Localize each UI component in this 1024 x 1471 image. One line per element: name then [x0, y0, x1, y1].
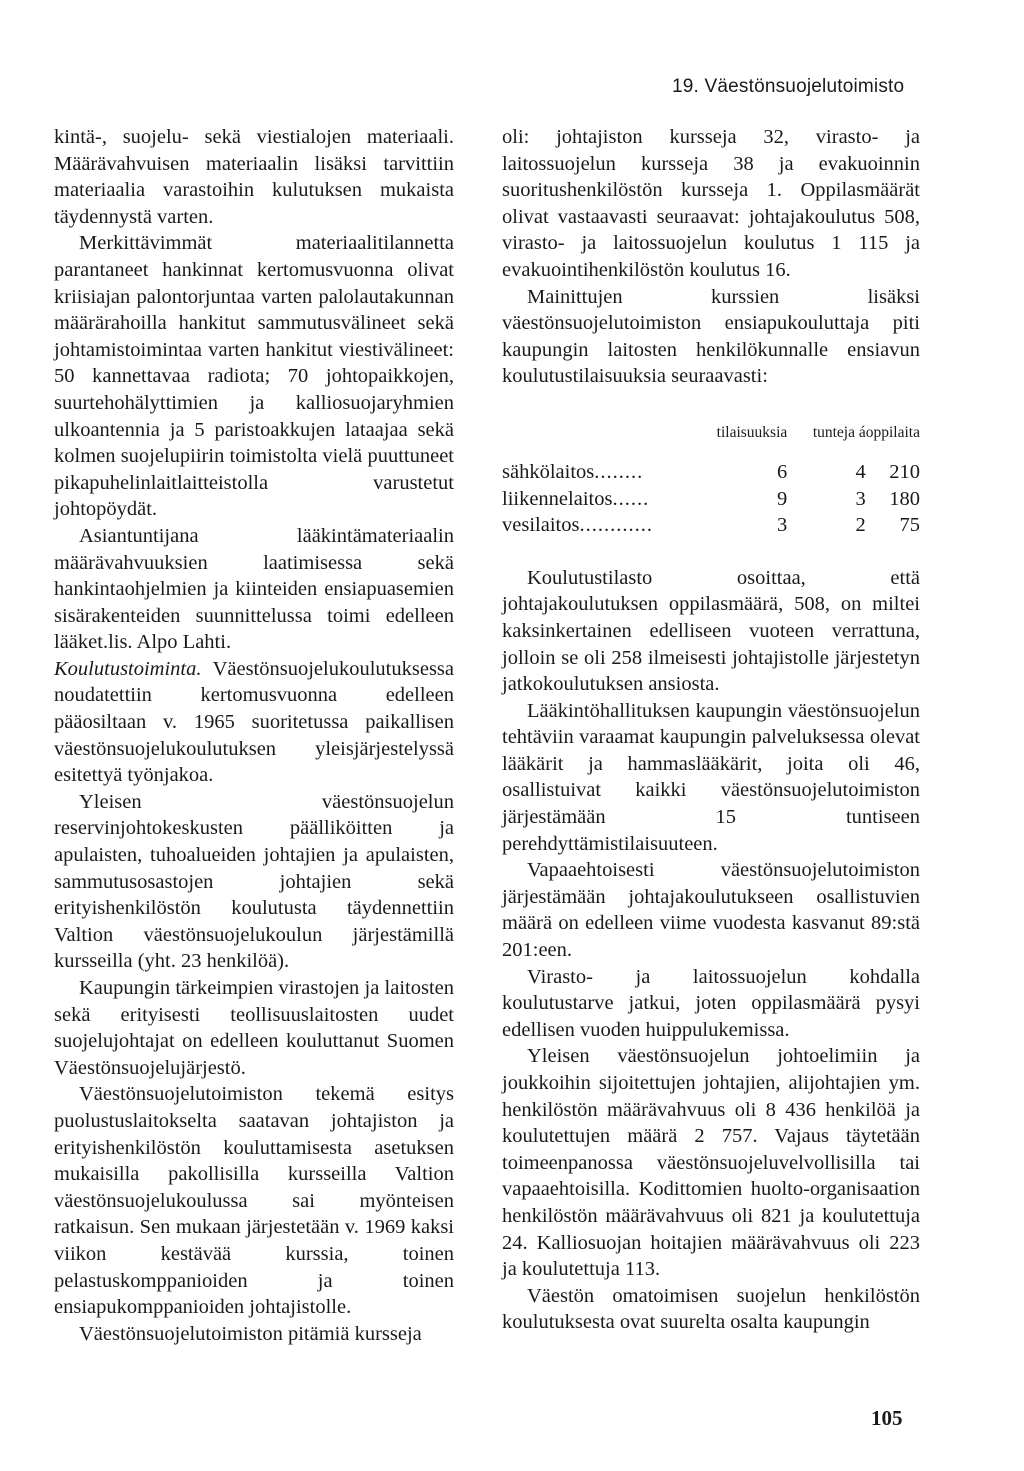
paragraph: Vapaaehtoisesti väestönsuojelutoimiston järjestämään johtajakoulutukseen osallistuvien määrä on edelleen viime vuodesta kasvanut 89:stä 201:een. [502, 859, 920, 962]
running-header: 19. Väestönsuojelutoimisto [672, 76, 905, 97]
table-row [502, 459, 920, 486]
paragraph: Kaupungin tärkeimpien virastojen ja laitosten sekä erityisesti teollisuuslaitosten uudet suojelujohtajat on edelleen kouluttanut Suomen Väestönsuojelujärjestö. [54, 977, 454, 1079]
table-header-row [502, 424, 920, 459]
cell-students: 210 [889, 460, 920, 483]
col-header-sessions: tilaisuuksia [716, 423, 788, 441]
cell-sessions: 3 [777, 514, 788, 537]
row-name: vesilaitos [502, 514, 580, 537]
paragraph: Väestönsuojelutoimiston tekemä esitys puolustuslaitokselta saatavan johtajiston ja erityishenkilöstön kouluttamisesta asetuksen mukaisilla pakollisilla kursseilla Valtion väestönsuojelukoulussa sai myönteisen ratkaisun. Sen mukaan järjestetään v. 1969 kaksi viikon kestävää kurssia, toinen pelastuskomppanioiden ja toinen ensiapukomppanioiden johtajistolle. [54, 1083, 454, 1319]
leader-dots: ............ [579, 514, 653, 537]
paragraph-koulutustoiminta [54, 656, 454, 789]
paragraph: Lääkintöhallituksen kaupungin väestönsuojelun tehtäviin varaamat kaupungin palveluksessa olevat lääkärit ja hammaslääkärit, joita oli 46, osallistuivat kaikki väestönsuojelutoimiston järjestämään 15 tuntiseen perehdyttämistilaisuuteen. [502, 699, 920, 855]
cell-hours: 4 [855, 460, 866, 483]
paragraph: Asiantuntijana lääkintämateriaalin määrävahvuuksien laatimisessa sekä hankintaohjelmien ja kiinteiden ensiapuasemien sisärakenteiden suunnittelussa toimi edelleen lääket.lis. Alpo Lahti. [54, 524, 454, 654]
paragraph: Merkittävimmät materiaalitilannetta parantaneet hankinnat kertomusvuonna olivat kriisiajan palontorjuntaa varten palolautakunnan määrärahoilla hankitut sammutusvälineet sekä johtamistoimintaa varten hankitut viestivälineet: 50 kannettavaa radiota; 70 johtopaikkojen, suurtehohälyttimien ja kalliosuojaryhmien ulkoantennia ja 5 paristoakkujen lataajaa sekä kolmen suojelupiirin toimistolta vielä puuttuneet pikapuhelinlaitlaitteistolla varustetut johtopöydät. [54, 232, 454, 521]
cell-hours: 3 [855, 487, 866, 510]
course-table [502, 424, 920, 539]
right-column [502, 124, 920, 1336]
cell-sessions: 9 [777, 487, 788, 510]
paragraph: oli: johtajiston kursseja 32, virasto- ja laitossuojelun kursseja 38 ja evakuoinnin suoritushenkilöstön kursseja 1. Oppilasmäärät olivat vastaavasti seuraavat: johtajakoulutus 508, virasto- ja laitossuojelun koulutus 1 115 ja evakuointihenkilöstön koulutus 16. [502, 126, 920, 281]
cell-students: 180 [889, 487, 920, 510]
cell-hours: 2 [855, 514, 866, 537]
leader-dots: ...... [612, 487, 650, 510]
paragraph: Virasto- ja laitossuojelun kohdalla koulutustarve jatkui, joten oppilasmäärä pysyi edellisen vuoden huippulukemissa. [502, 965, 920, 1041]
table-row [502, 486, 920, 513]
col-header-students: oppilaita [865, 423, 920, 441]
paragraph: Mainittujen kurssien lisäksi väestönsuojelutoimiston ensiapukouluttaja piti kaupungin laitosten henkilökunnalle ensiavun koulutustilaisuuksia seuraavasti: [502, 285, 920, 388]
paragraph: Koulutustilasto osoittaa, että johtajakoulutuksen oppilasmäärä, 508, on miltei kaksinkertainen edelliseen vuoteen verrattuna, jolloin se oli 258 ilmeisesti johtajistolle järjestetyn jatkokoulutuksen ansiosta. [502, 566, 920, 696]
row-name: sähkölaitos [502, 460, 595, 483]
paragraph: kintä-, suojelu- sekä viestialojen materiaali. Määrävahvuisen materiaalin lisäksi tarvittiin materiaalia varastoihin kulutuksen mukaista täydennystä varten. [54, 126, 454, 228]
paragraph: Väestön omatoimisen suojelun henkilöstön koulutuksesta ovat suurelta osalta kaupungin [502, 1284, 920, 1334]
paragraph: Yleisen väestönsuojelun johtoelimiin ja joukkoihin sijoitettujen johtajien, alijohtajien ym. henkilöstön määrävahvuus oli 8 436 henkilöä ja koulutettujen määrä 2 757. Vajaus täytetään toimeenpanossa väestönsuojeluvelvollisilla tai vapaaehtoisilla. Kodittomien huolto-organisaation henkilöstön määrävahvuus oli 821 ja koulutettuja 24. Kalliosuojan hoitajien määrävahvuus oli 223 ja koulutettuja 113. [502, 1045, 920, 1281]
paragraph-text: Väestönsuojelukoulutuksessa noudatettiin kertomusvuonna edelleen pääosiltaan v. 1965 suoritetussa paikallisen väestönsuojelukoulutuksen yleisjärjestelyssä esitettyä työnjakoa. [54, 657, 454, 787]
section-heading: Koulutustoiminta. [54, 657, 202, 680]
cell-students: 75 [899, 514, 920, 537]
paragraph: Yleisen väestönsuojelun reservinjohtokeskusten päälliköitten ja apulaisten, tuhoalueiden johtajien ja apulaisten, sammutusosastojen johtajien sekä erityishenkilöstön koulutusta täydennettiin Valtion väestönsuojelukoulun järjestämillä kursseilla (yht. 23 henkilöä). [54, 790, 454, 973]
row-name: liikennelaitos [502, 487, 613, 510]
cell-sessions: 6 [777, 460, 788, 483]
table-row [502, 512, 920, 539]
col-header-hours: tunteja á [812, 423, 866, 441]
left-column [54, 124, 454, 1347]
leader-dots: ........ [594, 460, 644, 483]
page-number: 105 [871, 1406, 903, 1430]
paragraph: Väestönsuojelutoimiston pitämiä kursseja [79, 1322, 422, 1345]
